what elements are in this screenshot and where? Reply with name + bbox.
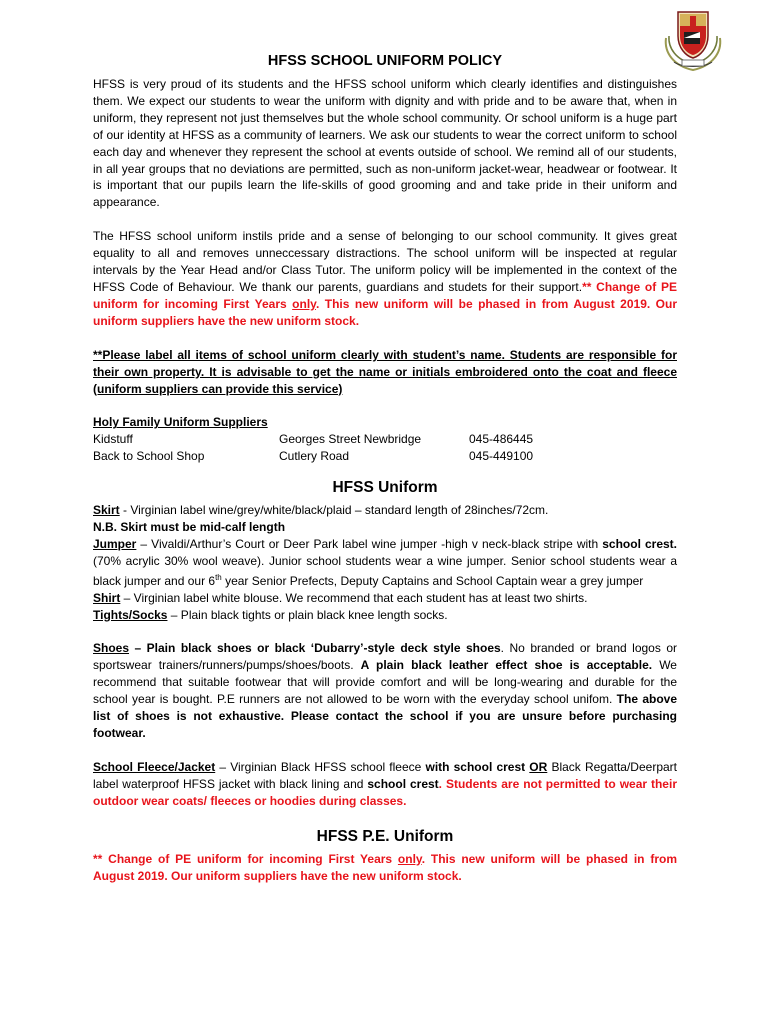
skirt-text: - Virginian label wine/grey/white/black/plaid – standard length of 28inches/72cm. — [119, 503, 549, 518]
tights-line — [93, 607, 677, 624]
page-title: HFSS SCHOOL UNIFORM POLICY — [267, 53, 503, 69]
pe-notice — [93, 851, 677, 885]
label-notice: **Please label all items of school uniform clearly with student’s name. Students are responsible for their own property. It is advisable to get the name or initials embroidered onto the coat and fleece (uniform suppliers can provide this service) — [93, 347, 677, 396]
intro-paragraph-2-text: The HFSS school uniform instils pride and a sense of belonging to our school community. It gives great equality to all and removes unneccessary distractions. The school uniform will be inspected at regular intervals by the Year Head and/or Class Tutor. The uniform policy will be implemented in the context of the HFSS Code of Behaviour. We thank our parents, guardians and studets for their support. — [93, 229, 677, 294]
skirt-label: Skirt — [93, 503, 120, 518]
jumper-text-c: year Senior Prefects, Deputy Captains and School Captain wear a grey jumper — [221, 573, 644, 588]
fleece-text-a: – Virginian Black HFSS school fleece — [215, 759, 426, 774]
pe-notice-a: ** Change of PE uniform for incoming First Years — [93, 851, 398, 866]
skirt-nb: N.B. Skirt must be mid-calf length — [93, 520, 286, 535]
fleece-bold-b: school crest — [367, 776, 439, 791]
pe-notice-only: only — [292, 296, 316, 311]
tights-text: – Plain black tights or plain black knee length socks. — [167, 607, 448, 622]
shirt-label: Shirt — [93, 590, 121, 605]
shirt-text: – Virginian label white blouse. We recommend that each student has at least two shirts. — [120, 590, 588, 605]
tights-label: Tights/Socks — [93, 607, 168, 622]
pe-notice-a: ** Change of PE uniform for incoming First Years — [93, 279, 677, 311]
jumper-sup: th — [215, 572, 222, 582]
shoes-text-a: . No branded or brand logos or sportswear trainers/runners/pumps/shoes/boots. — [93, 641, 678, 673]
jumper-text-b: (70% acrylic 30% wool weave). Junior school students wear a wine jumper. Senior school students wear a black jumper and our 6 — [93, 553, 677, 588]
jumper-text-a: – Vivaldi/Arthur’s Court or Deer Park label wine jumper -high v neck-black stripe with — [136, 536, 603, 551]
supplier-row — [93, 448, 677, 465]
pe-notice-b: . This new uniform will be phased in from August 2019. Our uniform suppliers have the new uniform stock. — [93, 851, 677, 883]
shoes-bold-c: The above list of shoes is not exhaustive. Please contact the school if you are unsure before purchasing footwear. — [93, 692, 678, 740]
jumper-label: Jumper — [93, 536, 137, 551]
supplier-name: Back to School Shop — [93, 449, 205, 464]
supplier-address: Georges Street Newbridge — [279, 432, 422, 447]
fleece-or: OR — [529, 759, 548, 774]
fleece-bold-a: with school crest — [425, 759, 526, 774]
jumper-line — [93, 536, 677, 590]
suppliers-section — [93, 414, 677, 465]
supplier-name: Kidstuff — [93, 432, 133, 447]
supplier-phone: 045-486445 — [469, 432, 534, 447]
skirt-line — [93, 502, 677, 519]
intro-paragraph-1: HFSS is very proud of its students and the HFSS school uniform which clearly identifies and distinguishes them. We expect our students to wear the uniform with dignity and with pride and to be aware that, when in uniform, they represent not just themselves but the whole school community. Or school uniform is a huge part of our identity at HFSS as a community of learners. We ask our students to wear the correct uniform to school each day and whenever they represent the school at events outside of school. We remind all of our students, in all year groups that no deviations are permitted, such as non-uniform jacket-wear, headwear or footwear. It is important that our pupils learn the life-skills of good grooming and and take pride in their uniform and appearance. — [93, 77, 677, 210]
shoes-bold-a: – Plain black shoes or black ‘Dubarry’-style deck style shoes — [129, 641, 501, 656]
shoes-label: Shoes — [93, 641, 130, 656]
fleece-text-c: . — [438, 776, 446, 791]
fleece-text-b: Black Regatta/Deerpart label waterproof HFSS jacket with black lining and — [93, 759, 677, 791]
fleece-paragraph — [93, 759, 677, 810]
pe-notice-only: only — [397, 851, 422, 866]
shoes-text-b: We recommend that suitable footwear that will provide comfort and will be long-wearing and durable for the school year is bought. P.E runners are not allowed to be worn with the everyday school unifom. — [93, 658, 677, 707]
intro-paragraph-2 — [93, 228, 677, 329]
shoes-bold-b: A plain black leather effect shoe is acceptable. — [360, 658, 653, 673]
fleece-label: School Fleece/Jacket — [93, 759, 216, 774]
jumper-crest: school crest. — [602, 536, 677, 551]
pe-notice-b: . This new uniform will be phased in from August 2019. Our uniform suppliers have the new uniform stock. — [93, 296, 677, 328]
shoes-paragraph — [93, 640, 677, 741]
shirt-line — [93, 590, 677, 607]
supplier-row — [93, 431, 677, 448]
uniform-heading: HFSS Uniform — [332, 479, 438, 497]
supplier-address: Cutlery Road — [279, 449, 350, 464]
fleece-red: Students are not permitted to wear their outdoor wear coats/ fleeces or hoodies during classes. — [93, 776, 677, 808]
suppliers-heading: Holy Family Uniform Suppliers — [93, 415, 268, 430]
supplier-phone: 045-449100 — [469, 449, 534, 464]
pe-heading: HFSS P.E. Uniform — [316, 827, 454, 845]
